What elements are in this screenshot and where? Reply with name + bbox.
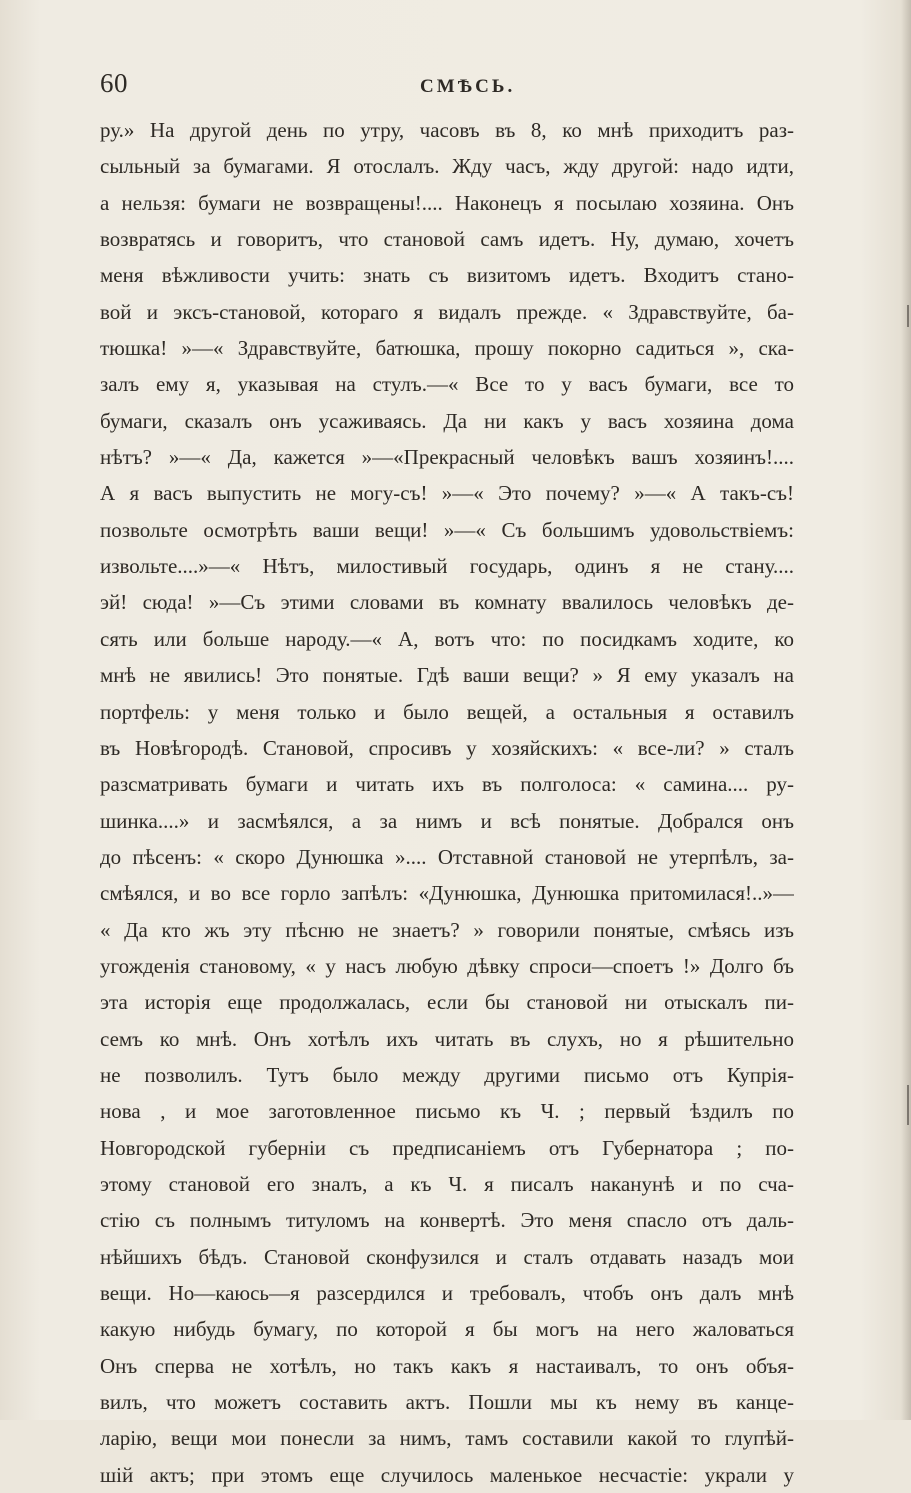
text-line: тюшка! »—« Здравствуйте, батюшка, прошу покорно садиться », ска- (100, 336, 794, 361)
text-line: вой и эксъ-становой, котораго я видалъ прежде. « Здравствуйте, ба- (100, 299, 794, 324)
margin-pencil-mark (907, 305, 909, 327)
text-line: разсматривать бумаги и читать ихъ въ полголоса: « самина.... ру- (100, 772, 794, 797)
text-line: нѣтъ? »—« Да, кажется »—«Прекрасный человѣкъ вашъ хозяинъ!.... (100, 445, 794, 470)
text-line: А я васъ выпустить не могу-съ! »—« Это почему? »—« А такъ-съ! (100, 481, 794, 506)
text-line: вещи. Но—каюсь—я разсердился и требовалъ, чтобъ онъ далъ мнѣ (100, 1281, 794, 1305)
text-line: эй! сюда! »—Съ этими словами въ комнату ввалилось человѣкъ де- (100, 590, 794, 615)
text-line: вилъ, что можетъ составить актъ. Пошли мы къ нему въ канце- (100, 1390, 794, 1415)
text-line: бумаги, сказалъ онъ усаживаясь. Да ни какъ у васъ хозяина дома (100, 408, 794, 433)
text-line: угожденія становому, « у насъ любую дѣвку спроси—споетъ !» Долго бъ (100, 953, 794, 978)
text-line: позвольте осмотрѣть ваши вещи! »—« Съ большимъ удовольствіемъ: (100, 517, 794, 542)
text-line: Новгородской губерніи съ предписаніемъ отъ Губернатора ; по- (100, 1135, 794, 1160)
text-line: въ Новѣгородѣ. Становой, спросивъ у хозяйскихъ: « все-ли? » сталъ (100, 735, 794, 760)
margin-pencil-mark (907, 1085, 909, 1125)
body-text (100, 112, 794, 1493)
text-line: « Да кто жъ эту пѣсню не знаетъ? » говорили понятые, смѣясь изъ (100, 917, 794, 942)
running-head: СМѢСЬ. (420, 76, 516, 97)
text-line: ру.» На другой день по утру, часовъ въ 8, ко мнѣ приходитъ раз- (100, 118, 794, 142)
text-line: нова , и мое заготовленное письмо къ Ч. ; первый ѣздилъ по (100, 1099, 794, 1124)
text-line: меня вѣжливости учить: знать съ визитомъ идетъ. Входитъ стано- (100, 263, 794, 288)
text-line: сять или больше народу.—« А, вотъ что: по посидкамъ ходите, ко (100, 626, 794, 651)
text-line: а нельзя: бумаги не возвращены!.... Наконецъ я посылаю хозяина. Онъ (100, 190, 794, 215)
text-line: нѣйшихъ бѣдъ. Становой сконфузился и сталъ отдавать назадъ мои (100, 1244, 794, 1269)
text-line: до пѣсенъ: « скоро Дунюшка ».... Отставной становой не утерпѣлъ, за- (100, 844, 794, 869)
text-line: шій актъ; при этомъ еще случилось маленькое несчастіе: украли у (100, 1462, 794, 1487)
text-line: смѣялся, и во все горло запѣлъ: «Дунюшка, Дунюшка притомилася!..»— (100, 881, 794, 906)
text-line: возвратясь и говоритъ, что становой самъ идетъ. Ну, думаю, хочетъ (100, 227, 794, 252)
text-line: сыльный за бумагами. Я отослалъ. Жду часъ, жду другой: надо идти, (100, 154, 794, 179)
text-line: портфель: у меня только и было вещей, а остальныя я оставилъ (100, 699, 794, 724)
text-line: стію съ полнымъ титуломъ на конвертѣ. Это меня спасло отъ даль- (100, 1208, 794, 1233)
text-line: шинка....» и засмѣялся, а за нимъ и всѣ понятые. Добрался онъ (100, 808, 794, 833)
page-header (100, 68, 800, 108)
text-line: какую нибудь бумагу, по которой я бы могъ на него жаловаться (100, 1317, 794, 1342)
text-line: Онъ сперва не хотѣлъ, но такъ какъ я настаивалъ, то онъ объя- (100, 1353, 794, 1378)
text-line: этому становой его зналъ, а къ Ч. я писалъ наканунѣ и по сча- (100, 1171, 794, 1196)
text-line: семъ ко мнѣ. Онъ хотѣлъ ихъ читать въ слухъ, но я рѣшительно (100, 1026, 794, 1051)
text-line: эта исторія еще продолжалась, если бы становой ни отыскалъ пи- (100, 990, 794, 1015)
text-line: залъ ему я, указывая на стулъ.—« Все то у васъ бумаги, все то (100, 372, 794, 397)
page-number: 60 (100, 68, 128, 98)
text-line: ларію, вещи мои понесли за нимъ, тамъ составили какой то глупѣй- (100, 1426, 794, 1451)
text-line: не позволилъ. Тутъ было между другими письмо отъ Купрія- (100, 1062, 794, 1087)
text-line: извольте....»—« Нѣтъ, милостивый государь, одинъ я не стану.... (100, 554, 794, 579)
page-edge-shadow (901, 0, 911, 1420)
text-line: мнѣ не явились! Это понятые. Гдѣ ваши вещи? » Я ему указалъ на (100, 663, 794, 688)
